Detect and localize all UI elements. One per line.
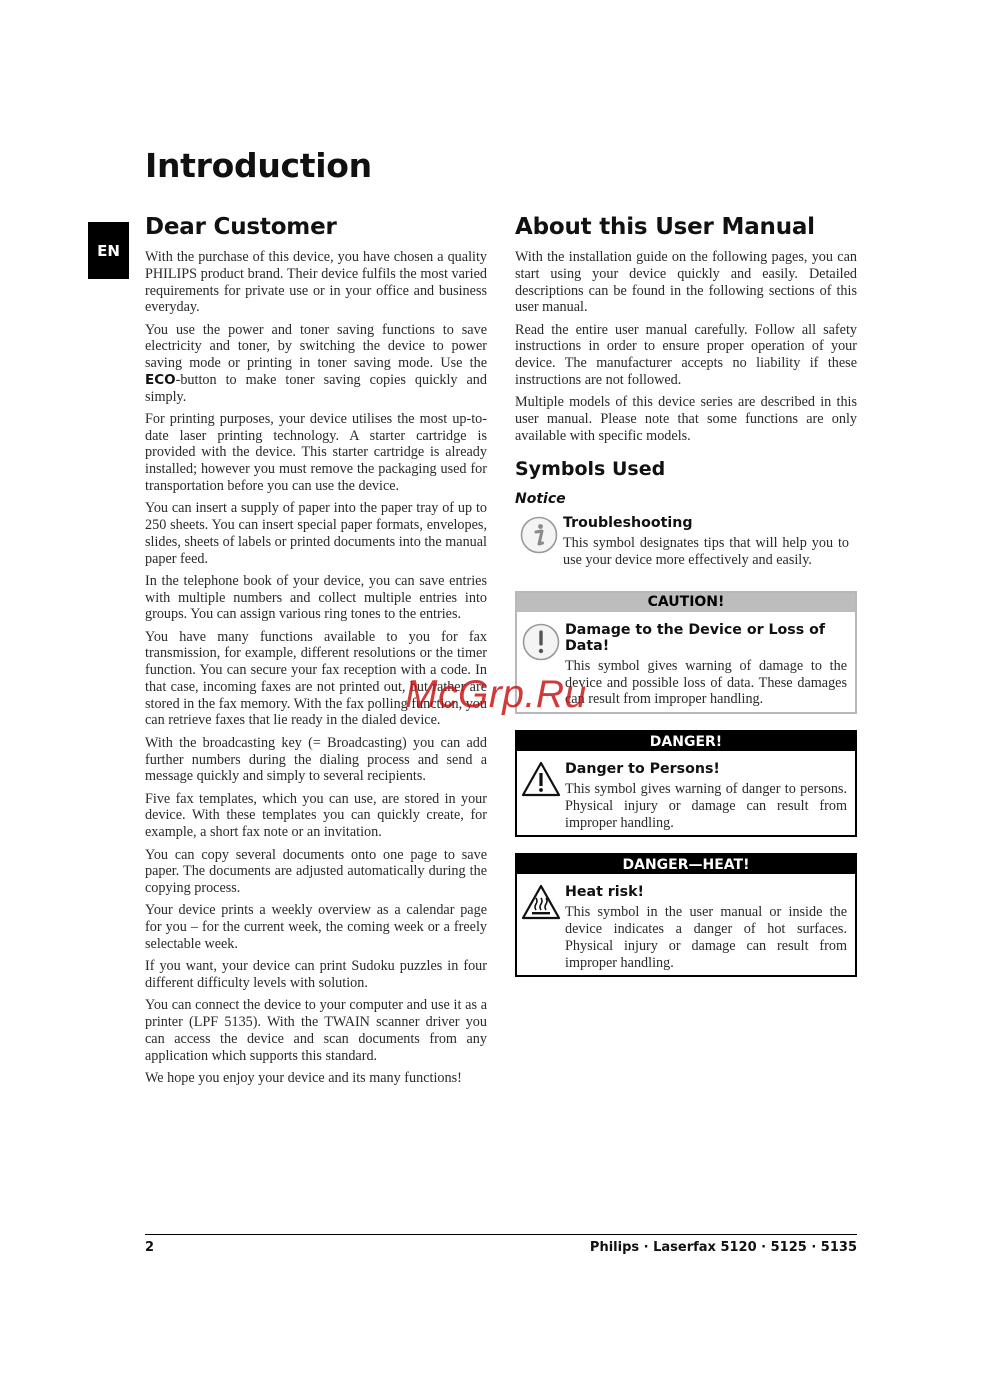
paragraph: With the installation guide on the following pages, you can start using your device quickly and easily. Detailed descriptions can be found in the following sections of this user manual. — [515, 249, 857, 316]
paragraph: In the telephone book of your device, you can save entries with multiple numbers and collect multiple entries into groups. You can assign various ring tones to the entries. — [145, 572, 487, 623]
danger-heading: Danger to Persons! — [565, 761, 720, 778]
caution-heading: Damage to the Device or Loss of Data! — [565, 621, 826, 654]
paragraph: Your device prints a weekly overview as a calendar page for you – for the current week, the coming week or a freely selectable week. — [145, 902, 487, 952]
notice-block — [515, 491, 857, 569]
eco-text-after: -button to make toner saving copies quickly and simply. — [145, 371, 487, 405]
about-manual-section — [515, 214, 857, 993]
paragraph: You can insert a supply of paper into the paper tray of up to 250 sheets. You can insert special paper formats, envelopes, slides, sheets of labels or printed documents into the manual paper feed. — [145, 500, 488, 567]
paragraph: With the broadcasting key (= Broadcasting) you can add further numbers during the dialing process and send a message quickly and simply to several recipients. — [145, 734, 487, 785]
paragraph: For printing purposes, your device utilises the most up-to-date laser printing technology. A starter cartridge is provided with the device. This starter cartridge is already installed; however you must remove the packaging used for transportation before you can use the device. — [145, 410, 487, 494]
danger-box — [515, 730, 857, 837]
danger-heat-bar: DANGER—HEAT! — [517, 855, 855, 874]
caution-bar: CAUTION! — [517, 593, 855, 612]
paragraph: Five fax templates, which you can use, are stored in your device. With these templates you can quickly create, for example, a short fax note or an invitation. — [145, 790, 487, 841]
language-tab: EN — [88, 222, 129, 279]
paragraph: You can copy several documents onto one page to save paper. The documents are adjusted automatically during the copying process. — [145, 846, 487, 896]
about-manual-heading: About this User Manual — [515, 214, 815, 240]
watermark: McGrp.Ru — [405, 673, 587, 716]
danger-text: This symbol gives warning of danger to persons. Physical injury or damage can result from improper handling. — [565, 781, 847, 831]
dear-customer-section — [145, 214, 487, 1092]
paragraph: You have many functions available to you for fax transmission, for example, different resolutions or the timer function. You can secure your fax reception with a code. In that case, incoming faxes are not printed out, but rather are stored in the fax memory. With the fax polling function, you can retrieve faxes that lie ready in the dialed device. — [145, 628, 487, 729]
footer-product-name: Philips · Laserfax 5120 · 5125 · 5135 — [589, 1240, 857, 1255]
heat-risk-heading: Heat risk! — [565, 884, 645, 901]
paragraph: Read the entire user manual carefully. Follow all safety instructions in order to ensure proper operation of your device. The manufacturer accepts no liability if these instructions are not followed. — [515, 321, 857, 388]
danger-bar: DANGER! — [517, 732, 855, 751]
notice-label: Notice — [515, 491, 566, 508]
caution-text: This symbol gives warning of damage to the device and possible loss of data. These damages can result from improper handling. — [565, 657, 847, 708]
danger-heat-text: This symbol in the user manual or inside the device indicates a danger of hot surfaces. Physical injury or damage can result from improper handling. — [565, 904, 847, 971]
paragraph: With the purchase of this device, you have chosen a quality PHILIPS product brand. Their device fulfils the most varied requirements for private use or in your office and business everyday. — [145, 249, 487, 316]
symbols-used-heading: Symbols Used — [515, 458, 666, 481]
eco-key-label: ECO — [145, 371, 176, 388]
dear-customer-heading: Dear Customer — [145, 214, 337, 240]
footer-page-number: 2 — [145, 1240, 155, 1255]
info-icon — [515, 513, 563, 569]
warning-triangle-icon — [517, 759, 565, 831]
danger-heat-box — [515, 853, 857, 977]
paragraph: You can connect the device to your computer and use it as a printer (LPF 5135). With the TWAIN scanner driver you can access the device and scan documents from any application which supports this standard. — [145, 997, 487, 1064]
hot-surface-icon — [517, 882, 565, 971]
eco-text-before: You use the power and toner saving functions to save electricity and toner, by switching the device to power saving mode or printing in toner saving mode. Use the — [145, 321, 487, 372]
paragraph: We hope you enjoy your device and its many functions! — [145, 1069, 462, 1086]
paragraph: If you want, your device can print Sudoku puzzles in four different difficulty levels with solution. — [145, 958, 487, 991]
troubleshooting-heading: Troubleshooting — [563, 515, 693, 532]
paragraph: Multiple models of this device series are described in this user manual. Please note that some functions are only available with specific models. — [515, 394, 857, 444]
eco-paragraph — [145, 322, 487, 406]
notice-text: This symbol designates tips that will help you to use your device more effectively and easily. — [563, 535, 849, 569]
footer-divider — [145, 1234, 857, 1235]
page-title: Introduction — [145, 146, 372, 185]
